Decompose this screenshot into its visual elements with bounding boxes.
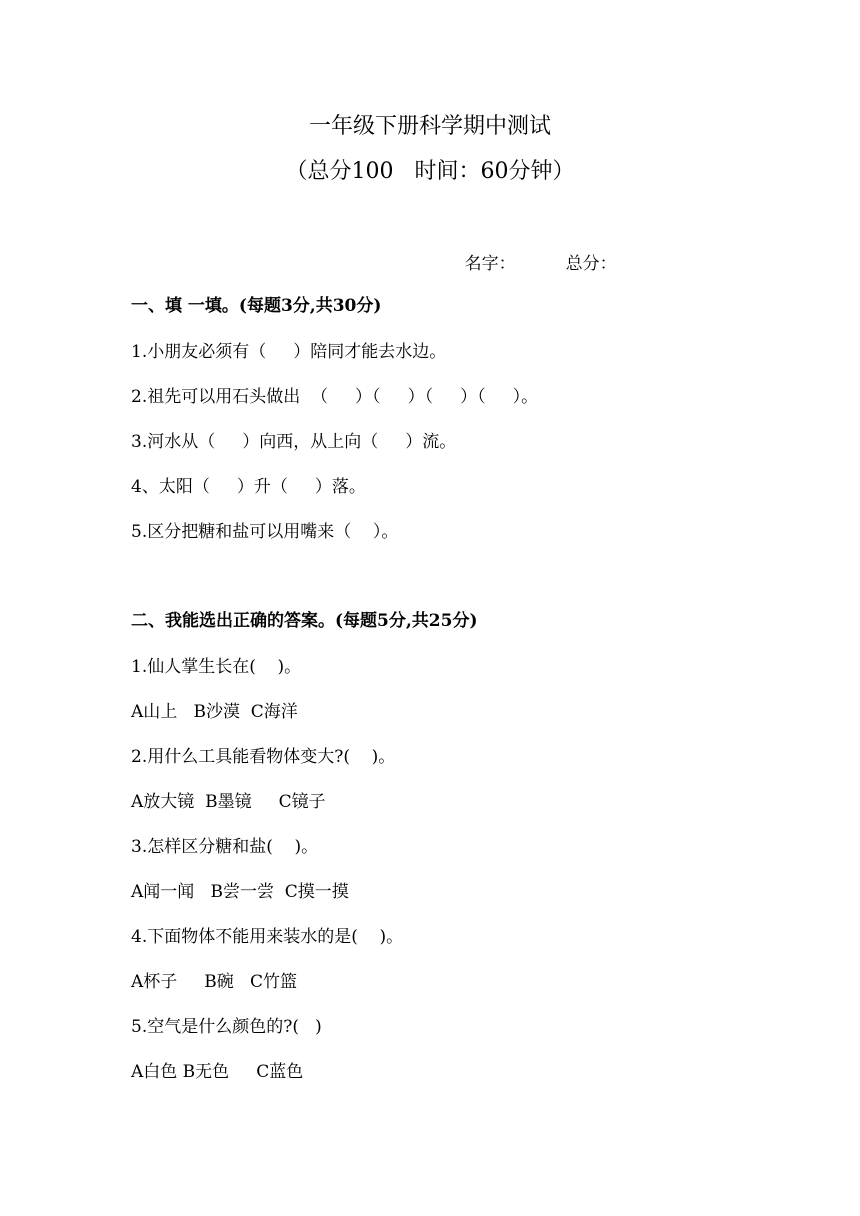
section2-heading: 二、我能选出正确的答案。(每题5分,共25分)	[131, 611, 478, 631]
section2-question-4: 4.下面物体不能用来装水的是( )。	[131, 927, 404, 947]
section2-question-1: 1.仙人掌生长在( )。	[131, 657, 302, 677]
section1-question-3: 3.河水从（ ）向西，从上向（ ）流。	[131, 432, 457, 452]
section1-heading: 一、填 一填。(每题3分,共30分)	[131, 296, 382, 316]
exam-subtitle: （总分100 时间：60分钟）	[285, 159, 575, 184]
score-label: 总分：	[565, 254, 617, 274]
section1-question-2: 2.祖先可以用石头做出 （ ）（ ）（ ）（ ）。	[131, 387, 539, 407]
section2-options-1: A山上 B沙漠 C海洋	[131, 702, 298, 722]
section2-question-5: 5.空气是什么颜色的?( )	[131, 1017, 322, 1037]
section2-question-3: 3.怎样区分糖和盐( )。	[131, 837, 319, 857]
section2-options-3: A闻一闻 B尝一尝 C摸一摸	[131, 882, 349, 902]
section2-options-4: A杯子 B碗 C竹篮	[131, 972, 298, 992]
section1-question-4: 4、太阳（ ）升（ ）落。	[131, 477, 366, 497]
section2-question-2: 2.用什么工具能看物体变大?( )。	[131, 747, 396, 767]
section2-options-2: A放大镜 B墨镜 C镜子	[131, 792, 326, 812]
section1-question-5: 5.区分把糖和盐可以用嘴来（ ）。	[131, 522, 399, 542]
name-label: 名字：	[464, 254, 516, 274]
student-info	[443, 228, 617, 300]
section2-options-5: A白色 B无色 C蓝色	[131, 1062, 304, 1082]
exam-title: 一年级下册科学期中测试	[308, 114, 551, 139]
section1-question-1: 1.小朋友必须有（ ）陪同才能去水边。	[131, 342, 447, 362]
